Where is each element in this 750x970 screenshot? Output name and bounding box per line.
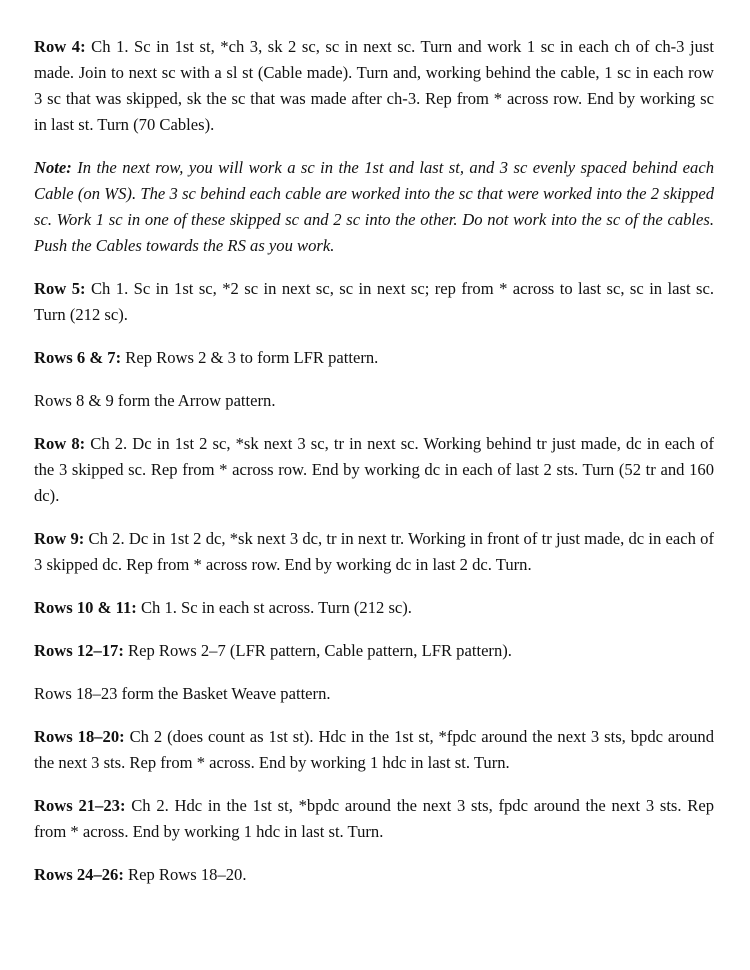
row-instructions: Ch 2 (does count as 1st st). Hdc in the 1st st, *fpdc around the next 3 sts, bpdc around the next 3 sts. Rep from * across. End by working 1 hdc in last st. Turn. [34,727,715,772]
row-label: Rows 12–17: [34,641,124,660]
row-label: Row 4: [34,37,86,56]
paragraph-arrow-pattern-intro [34,388,714,414]
paragraph-rows-21-23 [34,793,714,845]
row-label: Row 8: [34,434,86,453]
row-instructions: Ch 1. Sc in 1st sc, *2 sc in next sc, sc in next sc; rep from * across to last sc, sc in last sc. Turn (212 sc). [34,279,714,324]
intro-text: Rows 8 & 9 form the Arrow pattern. [34,391,276,410]
paragraph-rows-12-17 [34,638,714,664]
row-instructions: Ch 1. Sc in each st across. Turn (212 sc). [136,598,412,617]
row-label: Row 5: [34,279,86,298]
intro-text: Rows 18–23 form the Basket Weave pattern. [34,684,331,703]
row-label: Rows 6 & 7: [34,348,122,367]
row-instructions: Rep Rows 2 & 3 to form LFR pattern. [121,348,379,367]
paragraph-basket-weave-intro [34,681,714,707]
note-label: Note: [34,158,72,177]
row-label: Rows 21–23: [34,796,126,815]
paragraph-row-4 [34,34,714,138]
paragraph-rows-6-7 [34,345,714,371]
paragraph-row-5 [34,276,714,328]
row-label: Rows 10 & 11: [34,598,137,617]
row-label: Rows 18–20: [34,727,125,746]
row-instructions: Rep Rows 2–7 (LFR pattern, Cable pattern, LFR pattern). [123,641,512,660]
row-instructions: Ch 1. Sc in 1st st, *ch 3, sk 2 sc, sc in next sc. Turn and work 1 sc in each ch of ch-3 just made. Join to next sc with a sl st (Cable made). Turn and, working behind the cable, 1 sc in each row 3 sc that was skipped, sk the sc that was made after ch-3. Rep from * across row. End by working sc in last st. Turn (70 Cables). [34,37,714,134]
paragraph-rows-18-20 [34,724,714,776]
paragraph-note [34,155,714,259]
paragraph-row-9 [34,526,714,578]
row-instructions: Rep Rows 18–20. [123,865,247,884]
paragraph-rows-10-11 [34,595,714,621]
row-label: Rows 24–26: [34,865,124,884]
row-instructions: Ch 2. Dc in 1st 2 sc, *sk next 3 sc, tr in next sc. Working behind tr just made, dc in each of the 3 skipped sc. Rep from * across row. End by working dc in each of last 2 sts. Turn (52 tr and 160 dc). [34,434,714,505]
row-instructions: Ch 2. Hdc in the 1st st, *bpdc around the next 3 sts, fpdc around the next 3 sts. Rep from * across. End by working 1 hdc in last st. Turn. [34,796,715,841]
row-instructions: Ch 2. Dc in 1st 2 dc, *sk next 3 dc, tr in next tr. Working in front of tr just made, dc in each of 3 skipped dc. Rep from * across row. End by working dc in last 2 dc. Turn. [34,529,714,574]
row-label: Row 9: [34,529,85,548]
note-text: In the next row, you will work a sc in the 1st and last st, and 3 sc evenly spaced behind each Cable (on WS). The 3 sc behind each cable are worked into the sc that were worked into the 2 skipped sc. Work 1 sc in one of these skipped sc and 2 sc into the other. Do not work into the sc of the cables. Push the Cables towards the RS as you work. [34,158,714,255]
paragraph-rows-24-26 [34,862,714,888]
paragraph-row-8 [34,431,714,509]
